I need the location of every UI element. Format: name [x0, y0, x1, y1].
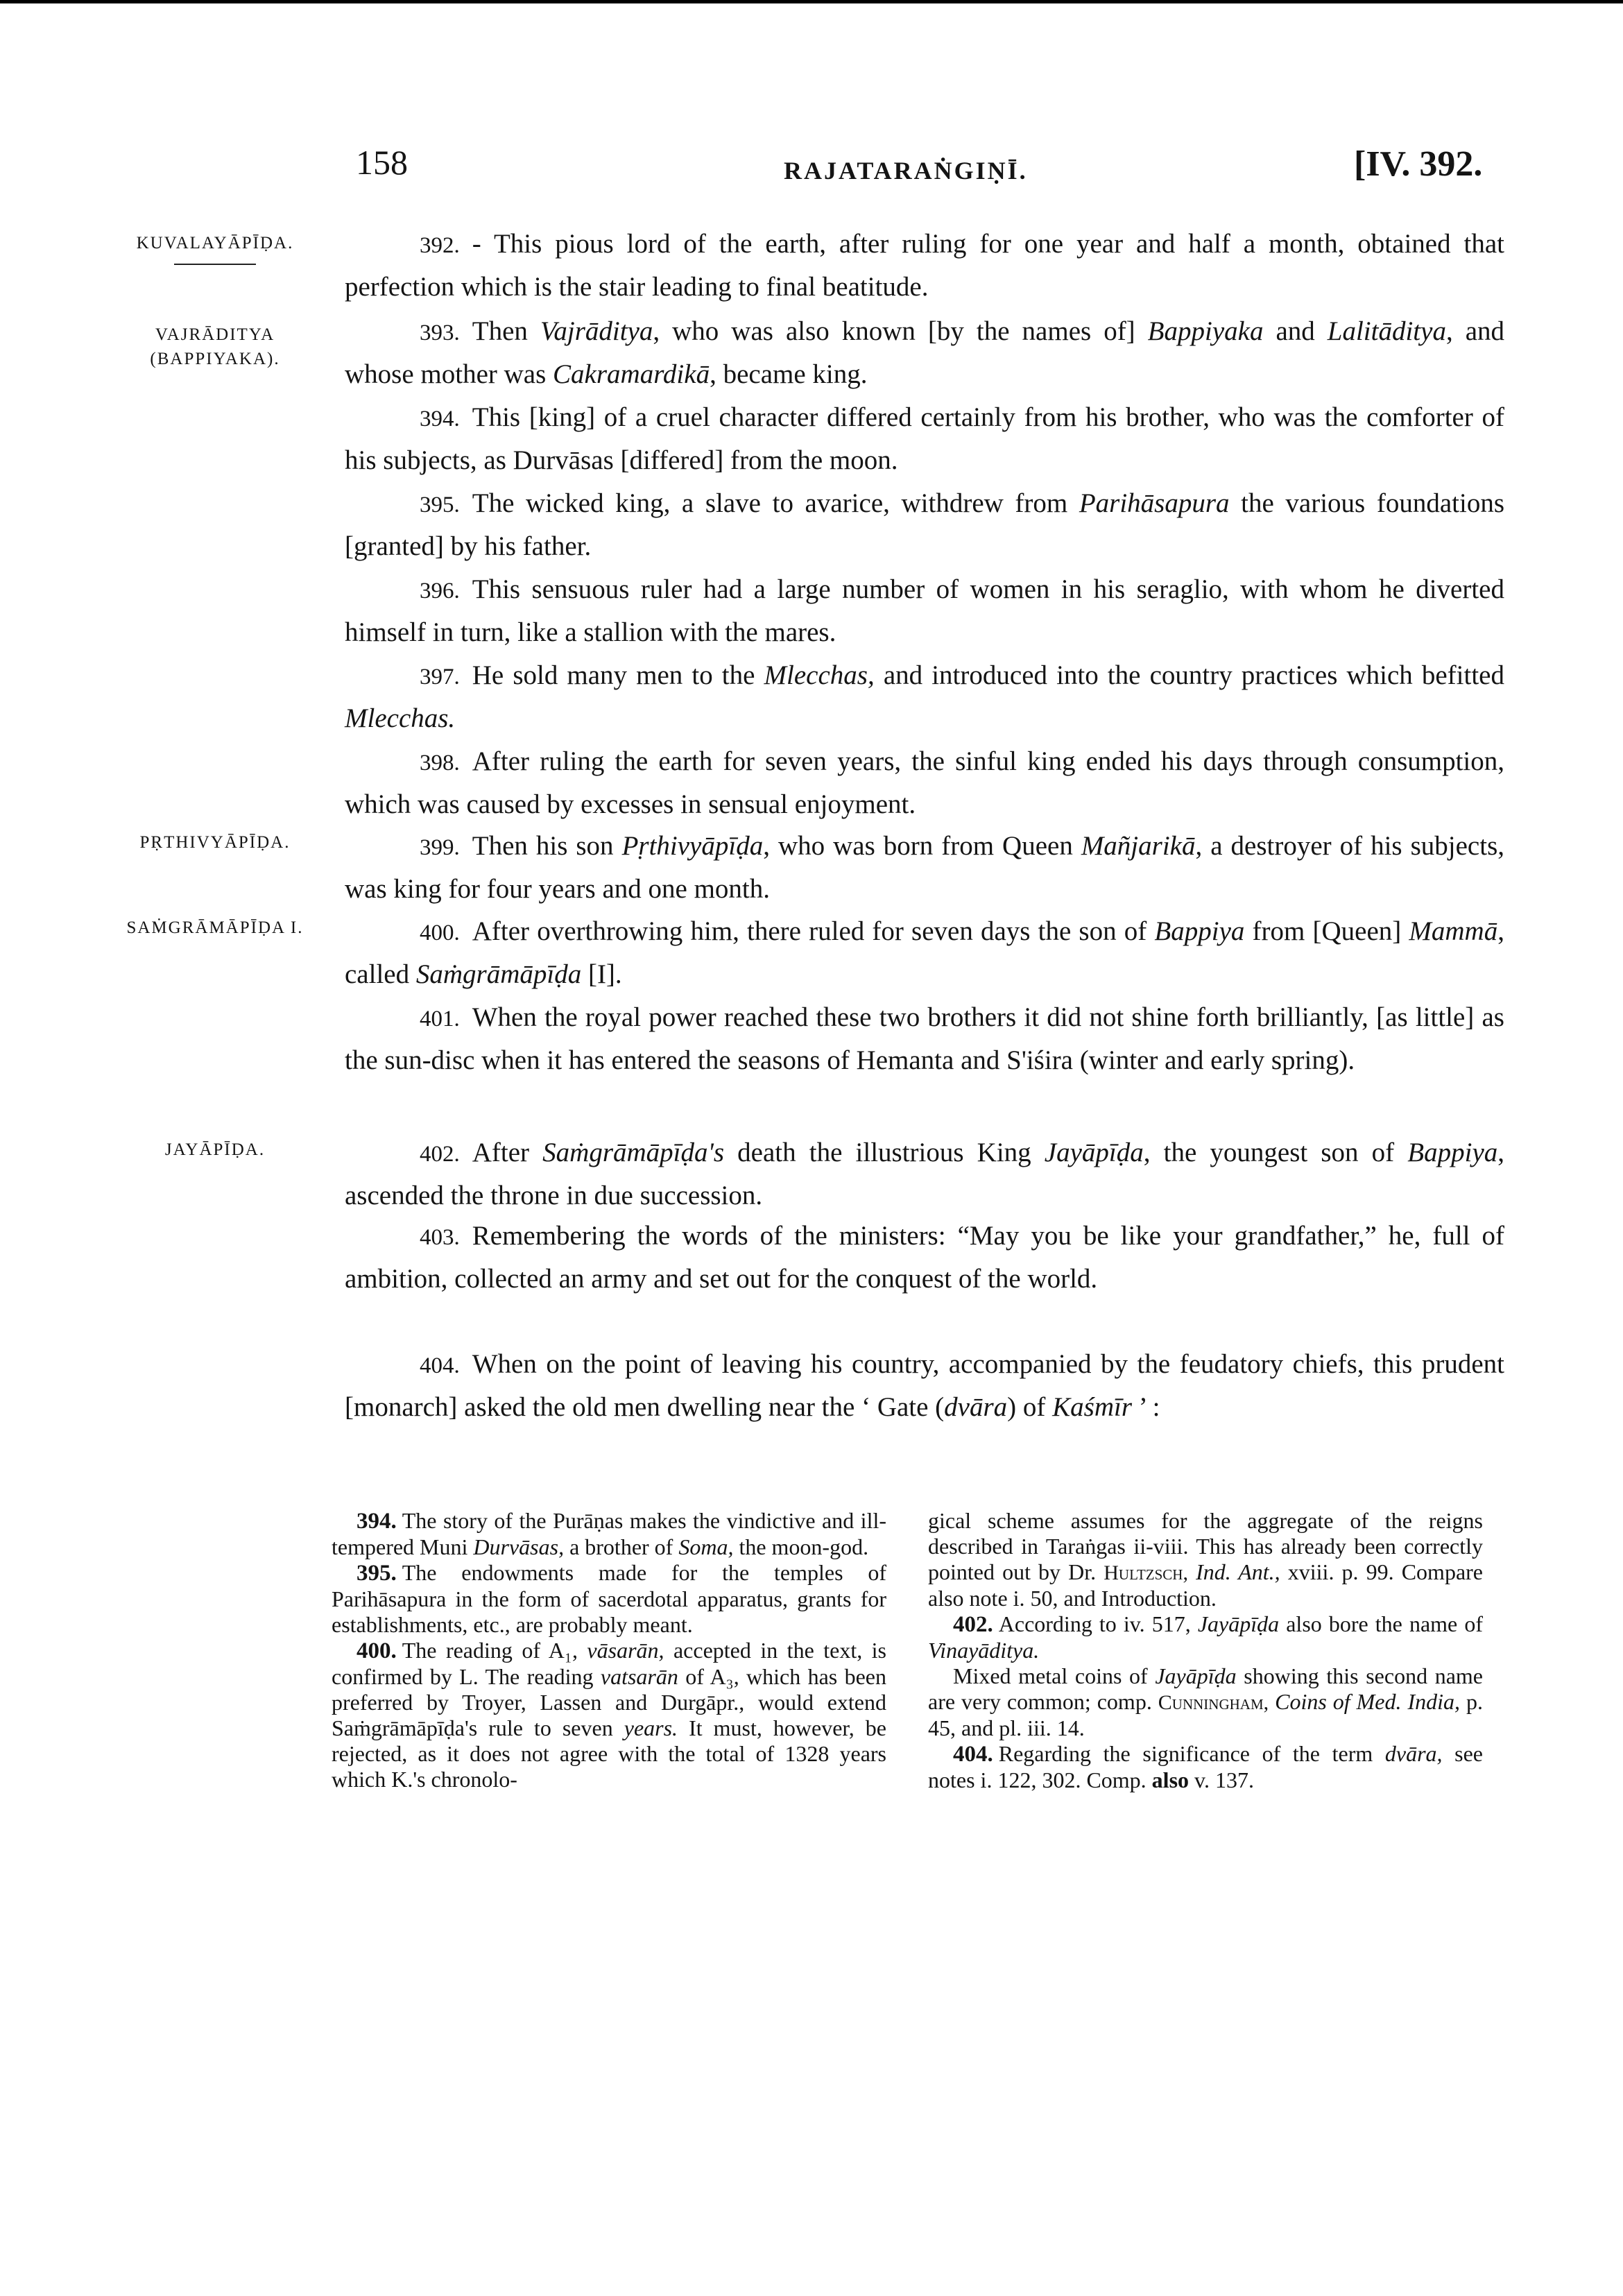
verse-number: 397. — [420, 665, 460, 689]
verse-401 — [345, 997, 1504, 1081]
footnotes — [332, 1508, 1511, 1896]
footnote-number: 395. — [357, 1561, 397, 1586]
margin-note-text: KUVALAYĀPĪḌA. — [136, 234, 294, 252]
verse-number: 404. — [420, 1353, 460, 1378]
verse-text: This [king] of a cruel character differed certainly from his brother, who was the comforter of his subjects, as Durvāsas [differed] from the moon. — [345, 402, 1504, 475]
running-title: RAJATARAṄGIṆĪ. — [784, 157, 1028, 185]
margin-note-text: (BAPPIYAKA). — [150, 350, 280, 368]
verse-393: 393. Then Vajrāditya, who was also known [by the names of] Bappiyaka and Lalitāditya, and whose mother was Cakramardikā, became king. — [345, 316, 1505, 389]
footnote-402: 402. According to iv. 517, Jayāpīḍa also bore the name of Vinayāditya. — [928, 1611, 1484, 1663]
verse-399: 399. Then his son Pṛthivyāpīḍa, who was born from Queen Mañjarikā, a destroyer of his subjects, was king for four years and one month. — [345, 831, 1504, 904]
verse-395: 395. The wicked king, a slave to avarice, withdrew from Parihāsapura the various foundations [granted] by his father. — [345, 488, 1504, 561]
footnote-394: 394. The story of the Purāṇas makes the vindictive and ill-tempered Muni Durvāsas, a brother of Soma, the moon-god. — [332, 1508, 886, 1559]
footnote-number: 404. — [953, 1742, 993, 1767]
verse-396 — [345, 569, 1504, 653]
page-top-border — [0, 0, 1623, 3]
footnotes-left-column — [332, 1508, 886, 1792]
verse-number: 398. — [420, 751, 460, 776]
verse-397: 397. He sold many men to the Mlecchas, and introduced into the country practices which befitted Mlecchas. — [345, 660, 1504, 733]
margin-note-text: SAṀGRĀMĀPĪḌA I. — [126, 918, 304, 937]
margin-note-text: PṚTHIVYĀPĪḌA. — [139, 833, 291, 852]
page-number: 158 — [356, 143, 408, 182]
verse-number: 395. — [420, 492, 460, 517]
verse-number: 394. — [420, 406, 460, 431]
footnote-number: 402. — [953, 1612, 993, 1637]
footnote-395: 395. The endowments made for the temples of Parihāsapura in the form of sacerdotal apparatus, grants for establishments, etc., are probably meant. — [332, 1560, 886, 1637]
margin-note-prthivyapida — [97, 830, 333, 855]
verse-text: Remembering the words of the ministers: “May you be like your grandfather,” he, full of ambition, collected an army and set out for the conquest of the world. — [345, 1221, 1504, 1294]
verse-number: 400. — [420, 920, 460, 945]
margin-note-text: JAYĀPĪḌA. — [164, 1140, 266, 1159]
verse-number: 393. — [420, 320, 460, 345]
margin-note-text: VAJRĀDITYA — [155, 325, 275, 344]
verse-number: 401. — [420, 1006, 460, 1031]
margin-divider — [174, 264, 256, 265]
margin-note-vajraditya — [97, 323, 333, 371]
verse-398 — [345, 741, 1504, 825]
verse-number: 403. — [420, 1225, 460, 1250]
footnote-404: 404. Regarding the significance of the term dvāra, see notes i. 122, 302. Comp. also v. 137. — [928, 1741, 1484, 1792]
verse-text: After ruling the earth for seven years, the sinful king ended his days through consumption, which was caused by excesses in sensual enjoyment. — [345, 746, 1504, 819]
footnotes-right-column — [928, 1508, 1483, 1793]
verse-394 — [345, 397, 1504, 481]
verse-number: 399. — [420, 835, 460, 860]
footnote-402-continued: Mixed metal coins of Jayāpīḍa showing this second name are very common; comp. Cunningham, Coins of Med. India, p. 45, and pl. iii. 14. — [928, 1663, 1484, 1740]
footnote-400-continued: gical scheme assumes for the aggregate of the reigns described in Taraṅgas ii-viii. This has already been correctly pointed out by Dr. Hultzsch, Ind. Ant., xviii. p. 99. Compare also note i. 50, and Introduction. — [928, 1508, 1484, 1611]
verse-392 — [345, 223, 1504, 308]
margin-note-samgramapida — [97, 916, 333, 940]
page-header — [0, 142, 1623, 198]
verse-403 — [345, 1215, 1504, 1300]
margin-note-jayapida — [97, 1138, 333, 1162]
footnote-400: 400. The reading of A₁, vāsarān, accepted in the text, is confirmed by L. The reading vatsarān of A₃, which has been preferred by Troyer, Lassen and Durgāpr., would extend Saṁgrāmāpīḍa's rule to seven years. It must, however, be rejected, as it does not agree with the total of 1328 years which K.'s chronolo- — [332, 1638, 887, 1792]
verse-number: 392. — [420, 233, 460, 258]
verse-402: 402. After Saṁgrāmāpīḍa's death the illustrious King Jayāpīḍa, the youngest son of Bappiya, ascended the throne in due succession. — [345, 1138, 1504, 1210]
footnote-number: 400. — [357, 1638, 397, 1663]
verse-text: When the royal power reached these two brothers it did not shine forth brilliantly, [as little] as the sun-disc when it has entered the seasons of Hemanta and S'iśira (winter and early spring). — [345, 1002, 1504, 1075]
footnote-number: 394. — [357, 1509, 397, 1534]
verse-number: 402. — [420, 1142, 460, 1167]
verse-text: - This pious lord of the earth, after ruling for one year and half a month, obtained that perfection which is the stair leading to final beatitude. — [345, 229, 1504, 302]
verse-404: 404. When on the point of leaving his country, accompanied by the feudatory chiefs, this prudent [monarch] asked the old men dwelling near the ‘ Gate (dvāra) of Kaśmīr ’ : — [345, 1349, 1504, 1422]
margin-note-kuvalayapida — [97, 231, 333, 265]
section-reference: [IV. 392. — [1354, 144, 1483, 184]
verse-text: This sensuous ruler had a large number of women in his seraglio, with whom he diverted himself in turn, like a stallion with the mares. — [345, 574, 1504, 647]
verse-number: 396. — [420, 579, 460, 603]
verse-400: 400. After overthrowing him, there ruled for seven days the son of Bappiya from [Queen] Mammā, called Saṁgrāmāpīḍa [I]. — [345, 916, 1504, 989]
